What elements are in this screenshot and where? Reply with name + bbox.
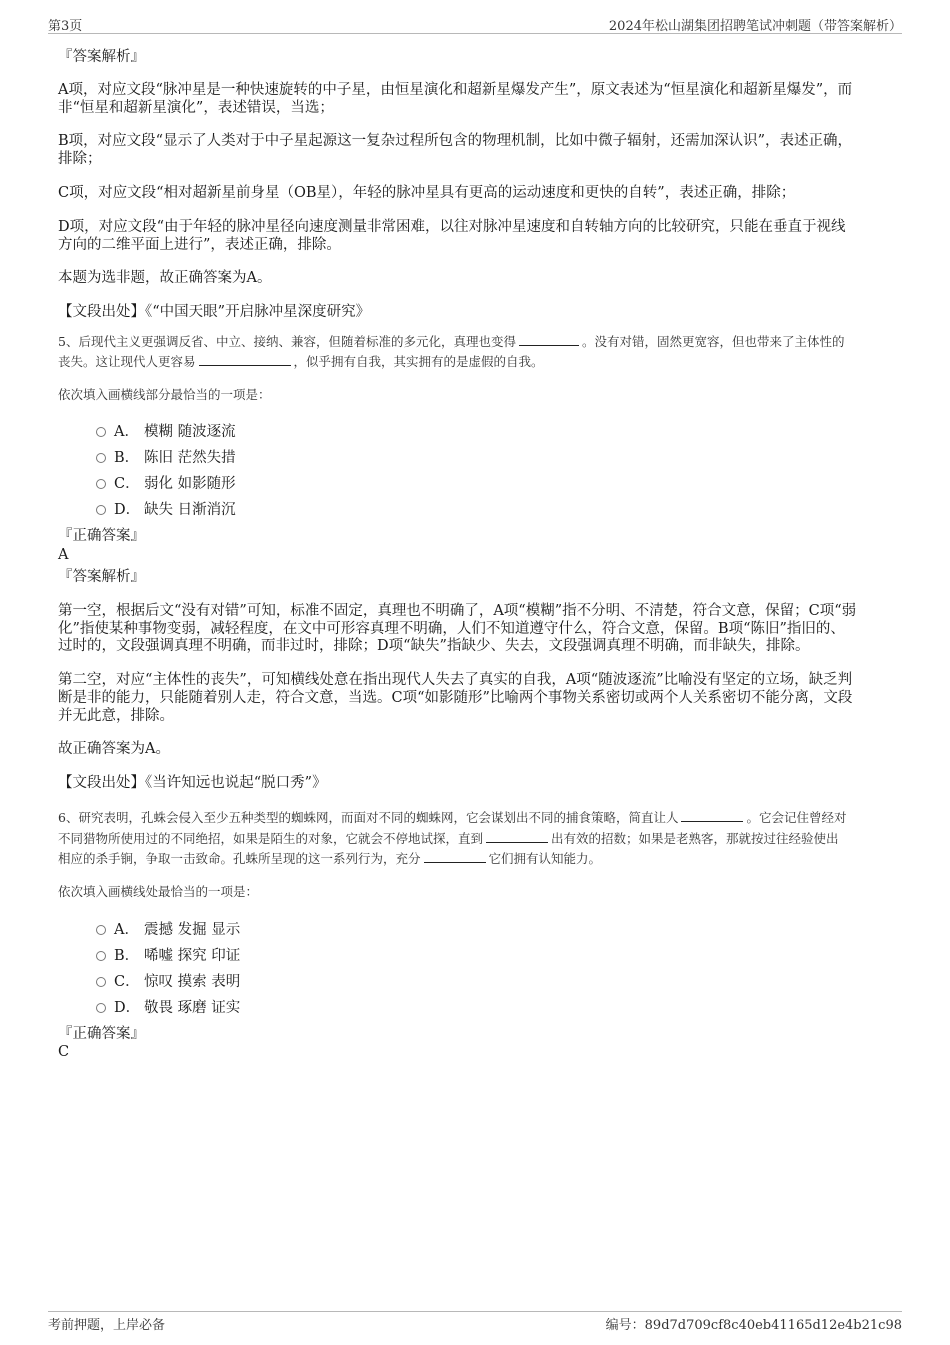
option-text: 唏嘘 探究 印证	[144, 947, 241, 964]
option-d[interactable]	[96, 498, 236, 518]
option-letter: C．	[114, 475, 140, 492]
analysis-text: 断是非的能力，只能随着别人走，符合文意，当选。C项“如影随形”比喻两个事物关系密切或两个人关系密切不能分离，文段	[58, 690, 853, 706]
fill-blank	[519, 344, 579, 346]
source: 【文段出处】《“中国天眼”开启脉冲星深度研究》	[58, 304, 371, 320]
fill-blank	[199, 364, 291, 366]
option-d[interactable]	[96, 996, 240, 1016]
analysis-text: 过时的，文段强调真理不明确，而非过时，排除；D项“缺失”指缺少、失去，文段强调真理不明确，而非缺失，排除。	[58, 638, 810, 654]
document-title: 2024年松山湖集团招聘笔试冲刺题（带答案解析）	[608, 19, 902, 34]
question-stem	[58, 847, 601, 870]
answer-heading: 『正确答案』	[58, 1026, 145, 1042]
radio-icon[interactable]	[96, 427, 106, 437]
question-stem	[58, 350, 544, 373]
option-letter: A．	[114, 423, 139, 440]
option-text: 弱化 如影随形	[144, 475, 236, 492]
analysis-text: 第二空，对应“主体性的丧失”，可知横线处意在指出现代人失去了真实的自我，A项“随波逐流”比喻没有坚定的立场，缺乏判	[58, 672, 853, 688]
option-c[interactable]	[96, 472, 236, 492]
stem-text: ，似乎拥有自我，其实拥有的是虚假的自我。	[293, 354, 544, 369]
option-b[interactable]	[96, 944, 240, 964]
radio-icon[interactable]	[96, 453, 106, 463]
analysis-text: 第一空，根据后文“没有对错”可知，标准不固定，真理也不明确了，A项“模糊”指不分明、不清楚，符合文意，保留；C项“弱	[58, 603, 857, 619]
stem-text: 。没有对错，固然更宽容，但也带来了主体性的	[581, 334, 845, 349]
footer-rule	[48, 1311, 902, 1312]
header-rule	[48, 33, 902, 34]
stem-text: 6、研究表明，孔蛛会侵入至少五种类型的蜘蛛网，而面对不同的蜘蛛网，它会谋划出不同的捕食策略，简直让人	[58, 810, 679, 825]
option-letter: C．	[114, 973, 140, 990]
question-stem	[58, 806, 846, 829]
analysis-text: 化”指使某种事物变弱，减轻程度，在文中可形容真理不明确，人们不知道遵守什么，符合文意，保留。B项“陈旧”指旧的、	[58, 621, 845, 637]
radio-icon[interactable]	[96, 505, 106, 515]
analysis-text: 并无此意，排除。	[58, 708, 174, 724]
option-b[interactable]	[96, 446, 236, 466]
source: 【文段出处】《当许知远也说起“脱口秀”》	[58, 775, 327, 791]
option-letter: B．	[114, 449, 140, 466]
radio-icon[interactable]	[96, 1003, 106, 1013]
conclusion: 本题为选非题，故正确答案为A。	[58, 270, 272, 286]
question-prompt: 依次填入画横线处最恰当的一项是：	[58, 884, 259, 899]
option-a[interactable]	[96, 918, 240, 938]
document-id: 编号：89d7d709cf8c40eb41165d12e4b21c98	[605, 1318, 902, 1333]
option-text: 缺失 日渐消沉	[144, 501, 236, 518]
stem-text: 丧失。这让现代人更容易	[58, 354, 196, 369]
analysis-heading: 『答案解析』	[58, 569, 145, 585]
question-prompt: 依次填入画横线部分最恰当的一项是：	[58, 387, 271, 402]
analysis-heading: 『答案解析』	[58, 49, 145, 65]
option-letter: D．	[114, 999, 141, 1016]
option-letter: D．	[114, 501, 141, 518]
option-text: 模糊 随波逐流	[144, 423, 236, 440]
option-a[interactable]	[96, 420, 236, 440]
page-number: 第3页	[48, 19, 83, 34]
analysis-text: A项，对应文段“脉冲星是一种快速旋转的中子星，由恒星演化和超新星爆发产生”，原文表述为“恒星演化和超新星爆发”，而	[58, 82, 853, 98]
option-letter: A．	[114, 921, 139, 938]
option-letter: B．	[114, 947, 140, 964]
stem-text: 出有效的招数；如果是老熟客，那就按过往经验使出	[551, 831, 839, 846]
fill-blank	[486, 841, 548, 843]
option-text: 惊叹 摸索 表明	[144, 973, 241, 990]
radio-icon[interactable]	[96, 479, 106, 489]
option-text: 陈旧 茫然失措	[144, 449, 236, 466]
stem-text: 它们拥有认知能力。	[488, 851, 602, 866]
option-c[interactable]	[96, 970, 240, 990]
stem-text: 相应的杀手锏，争取一击致命。孔蛛所呈现的这一系列行为，充分	[58, 851, 421, 866]
stem-text: 不同猎物所使用过的不同绝招，如果是陌生的对象，它就会不停地试探，直到	[58, 831, 484, 846]
answer-value: A	[58, 547, 69, 563]
radio-icon[interactable]	[96, 951, 106, 961]
analysis-text: 方向的二维平面上进行”，表述正确，排除。	[58, 237, 341, 253]
analysis-text: C项，对应文段“相对超新星前身星（OB星），年轻的脉冲星具有更高的运动速度和更快的自转”，表述正确，排除；	[58, 185, 796, 201]
radio-icon[interactable]	[96, 925, 106, 935]
stem-text: 5、后现代主义更强调反省、中立、接纳、兼容，但随着标准的多元化，真理也变得	[58, 334, 516, 349]
answer-heading: 『正确答案』	[58, 528, 145, 544]
fill-blank	[681, 820, 743, 822]
answer-value: C	[58, 1044, 70, 1060]
footer-slogan: 考前押题，上岸必备	[48, 1318, 166, 1333]
option-text: 震撼 发掘 显示	[144, 921, 241, 938]
analysis-text: 非“恒星和超新星演化”，表述错误，当选；	[58, 100, 334, 116]
analysis-text: 排除；	[58, 151, 102, 167]
option-text: 敬畏 琢磨 证实	[144, 999, 241, 1016]
conclusion: 故正确答案为A。	[58, 741, 170, 757]
analysis-text: D项，对应文段“由于年轻的脉冲星径向速度测量非常困难，以往对脉冲星速度和自转轴方向的比较研究，只能在垂直于视线	[58, 219, 846, 235]
analysis-text: B项，对应文段“显示了人类对于中子星起源这一复杂过程所包含的物理机制，比如中微子辐射，还需加深认识”，表述正确，	[58, 133, 852, 149]
stem-text: 。它会记住曾经对	[746, 810, 847, 825]
radio-icon[interactable]	[96, 977, 106, 987]
fill-blank	[424, 861, 486, 863]
